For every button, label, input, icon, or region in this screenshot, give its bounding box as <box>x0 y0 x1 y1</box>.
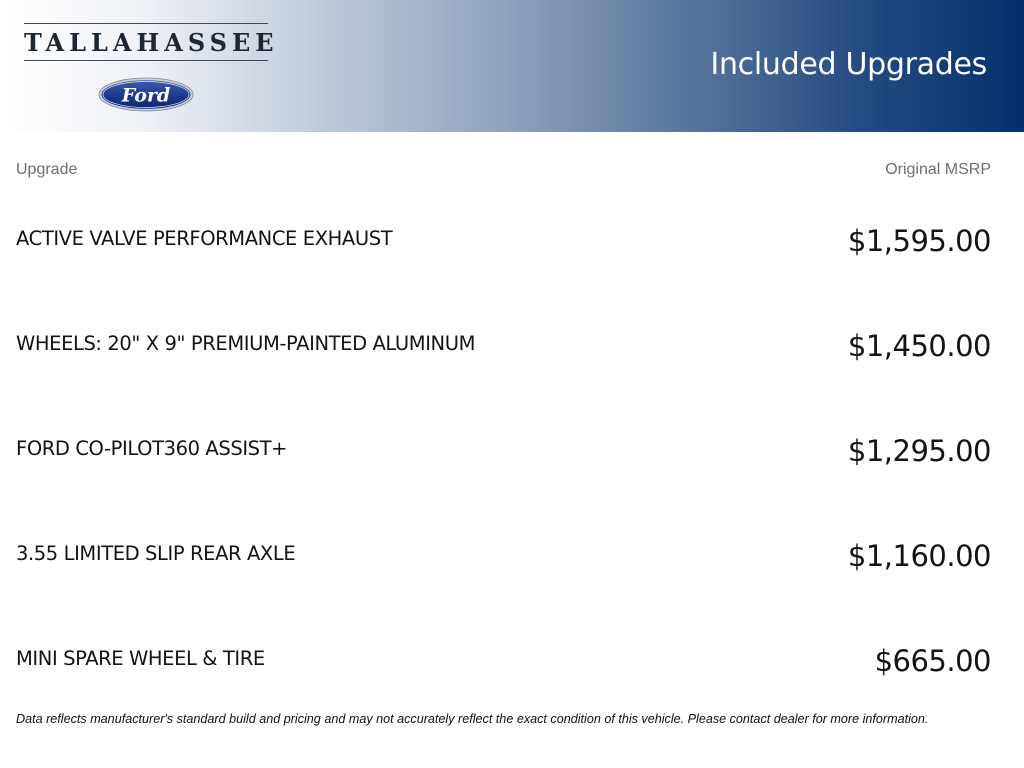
ford-logo-icon <box>98 77 194 112</box>
upgrade-row <box>16 428 991 468</box>
disclaimer-text: Data reflects manufacturer's standard build and pricing and may not accurately reflect the exact condition of this vehicle. Please contact dealer for more information. <box>16 712 929 726</box>
upgrade-name: WHEELS: 20" X 9" PREMIUM-PAINTED ALUMINUM <box>16 332 476 355</box>
upgrade-name: MINI SPARE WHEEL & TIRE <box>16 647 265 670</box>
upgrade-name: ACTIVE VALVE PERFORMANCE EXHAUST <box>16 227 393 250</box>
upgrade-row <box>16 323 991 363</box>
upgrade-price: $1,295.00 <box>847 434 991 468</box>
upgrade-price: $665.00 <box>874 644 991 678</box>
dealer-name: TALLAHASSEE <box>24 23 268 61</box>
page-title: Included Upgrades <box>710 47 987 82</box>
svg-text:Ford: Ford <box>121 84 171 107</box>
upgrade-row <box>16 638 991 678</box>
upgrade-price: $1,450.00 <box>847 329 991 363</box>
upgrade-name: FORD CO-PILOT360 ASSIST+ <box>16 437 288 460</box>
upgrade-price: $1,595.00 <box>847 224 991 258</box>
upgrade-price: $1,160.00 <box>847 539 991 573</box>
upgrade-row <box>16 218 991 258</box>
upgrade-name: 3.55 LIMITED SLIP REAR AXLE <box>16 542 296 565</box>
dealer-logo <box>24 20 279 114</box>
header-banner <box>0 0 1024 132</box>
column-header-msrp: Original MSRP <box>885 161 991 178</box>
column-header-upgrade: Upgrade <box>16 161 78 178</box>
upgrade-row <box>16 533 991 573</box>
